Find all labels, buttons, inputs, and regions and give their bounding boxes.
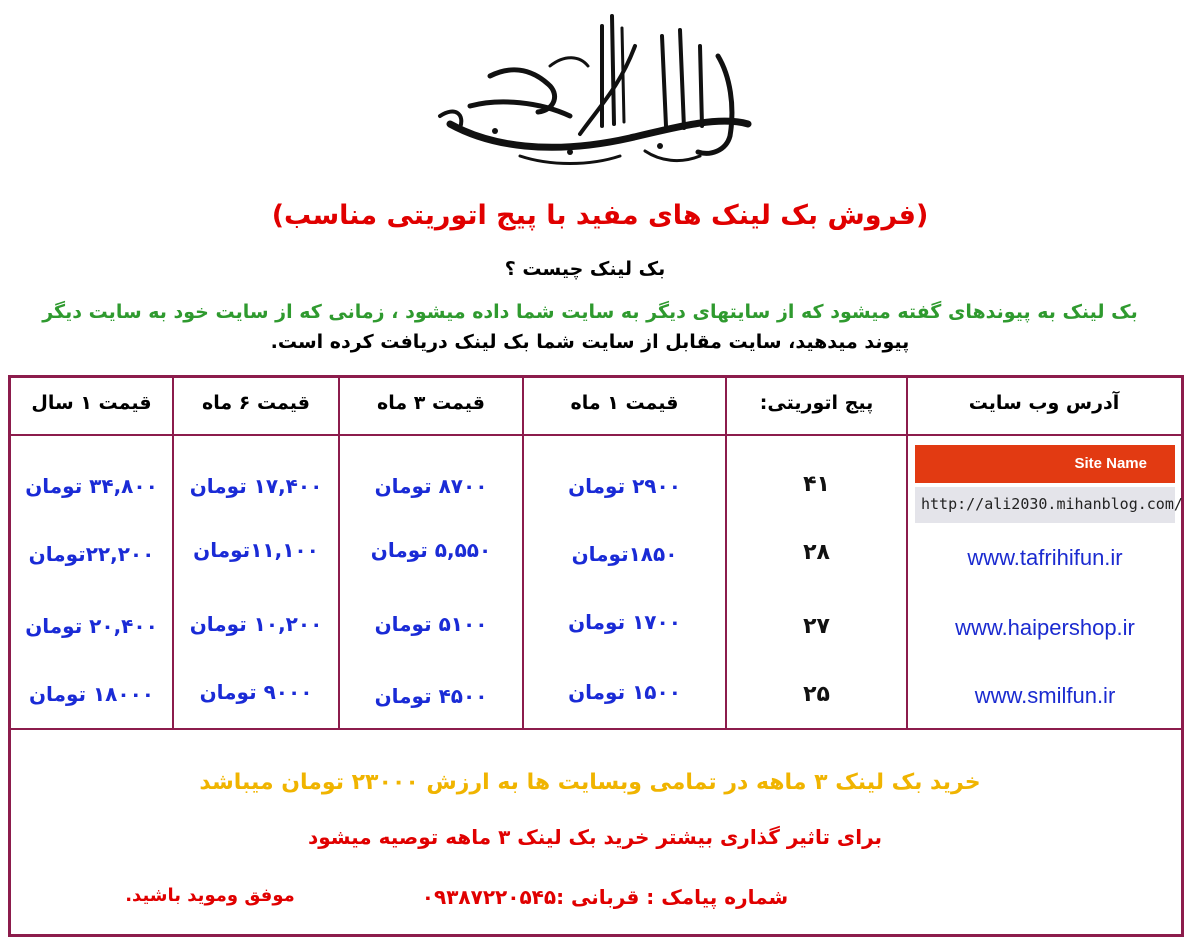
row-1-price-6-months: ۱۷,۴۰۰ تومان (189, 474, 323, 498)
bismillah-calligraphy (430, 6, 760, 176)
row-3-page-authority: ۲۷ (803, 614, 830, 639)
table-divider (906, 378, 908, 730)
featured-site-box (915, 445, 1183, 525)
row-2-site-link[interactable]: www.tafrihifun.ir (967, 545, 1123, 570)
table-footer-divider (11, 728, 1181, 730)
row-4-site-link[interactable]: www.smilfun.ir (974, 683, 1116, 708)
row-2-page-authority: ۲۸ (803, 540, 830, 565)
row-3-price-1-month: ۱۷۰۰ تومان (568, 610, 681, 634)
recommendation-text: برای تاثیر گذاری بیشتر خرید بک لینک ۳ ماهه توصیه میشود (307, 825, 883, 849)
contact-phone: شماره پیامک : قربانی :۰۹۳۸۷۲۲۰۵۴۵ (421, 885, 789, 909)
calligraphy-art (430, 6, 760, 176)
row-3-price-1-year: ۲۰,۴۰۰ تومان (25, 614, 158, 638)
good-luck-message: موفق وموید باشید. (125, 885, 295, 906)
featured-site-url[interactable]: http://ali2030.mihanblog.com/ (915, 487, 1175, 523)
description-line-2: پیوند میدهید، سایت مقابل از سایت شما بک لینک دریافت کرده است. (270, 331, 910, 353)
column-header-page-authority: پیج اتوریتی: (759, 392, 874, 414)
three-month-offer: خرید بک لینک ۳ ماهه در تمامی وبسایت ها به ارزش ۲۳۰۰۰ تومان میباشد (199, 770, 981, 795)
row-1-price-1-month: ۲۹۰۰ تومان (568, 474, 681, 498)
column-header-price-3-months: قیمت ۳ ماه (376, 392, 485, 414)
row-4-price-1-year: ۱۸۰۰۰ تومان (28, 682, 155, 706)
row-3-site-link[interactable]: www.haipershop.ir (955, 615, 1135, 640)
row-4-price-3-months: ۴۵۰۰ تومان (374, 684, 488, 708)
row-3-price-6-months: ۱۰,۲۰۰ تومان (189, 612, 323, 636)
column-header-price-1-month: قیمت ۱ ماه (570, 392, 679, 414)
row-2-price-3-months: ۵,۵۵۰ تومان (370, 538, 492, 562)
page-title: (فروش بک لینک های مفید با پیج اتوریتی مناسب) (271, 200, 929, 231)
page-subtitle: بک لینک چیست ؟ (504, 258, 666, 280)
row-2-price-6-months: ۱۱,۱۰۰تومان (193, 538, 319, 562)
featured-site-name: Site Name (915, 445, 1175, 483)
row-1-price-1-year: ۳۴,۸۰۰ تومان (25, 474, 158, 498)
row-1-price-3-months: ۸۷۰۰ تومان (374, 474, 488, 498)
description-line-1: بک لینک به پیوندهای گفته میشود که از سایتهای دیگر به سایت شما داده میشود ، زمانی که از سایت خود به سایت دیگر (42, 301, 1138, 323)
row-4-price-6-months: ۹۰۰۰ تومان (199, 680, 313, 704)
table-header-divider (11, 434, 1181, 436)
row-2-price-1-month: ۱۸۵۰تومان (571, 542, 678, 566)
row-2-price-1-year: ۲۲,۲۰۰تومان (28, 542, 155, 566)
row-3-price-3-months: ۵۱۰۰ تومان (374, 612, 488, 636)
column-header-price-1-year: قیمت ۱ سال (31, 392, 152, 414)
column-header-site: آدرس وب سایت (968, 392, 1120, 414)
row-1-page-authority: ۴۱ (803, 472, 830, 497)
backlink-description (40, 297, 1140, 357)
column-header-price-6-months: قیمت ۶ ماه (201, 392, 310, 414)
row-4-price-1-month: ۱۵۰۰ تومان (568, 680, 681, 704)
row-4-page-authority: ۲۵ (803, 682, 830, 707)
